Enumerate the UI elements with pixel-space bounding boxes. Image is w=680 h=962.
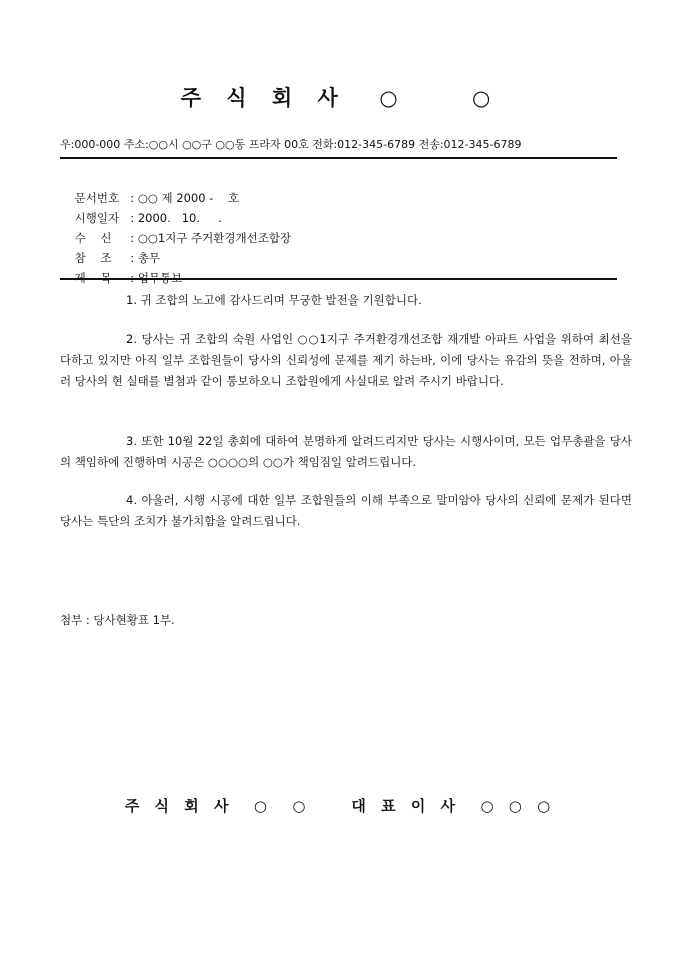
reference-value: 총무 xyxy=(137,251,161,265)
meta-divider xyxy=(60,278,617,280)
doc-number-value: ○○ 제 2000 - 호 xyxy=(137,191,240,205)
colon: : xyxy=(126,211,138,225)
paragraph-1 xyxy=(60,290,632,311)
recipient-value: ○○1지구 주거환경개선조합장 xyxy=(137,231,292,245)
colon: : xyxy=(126,271,138,285)
paragraph-2 xyxy=(60,329,632,392)
date-value: 2000. 10. . xyxy=(137,211,222,225)
paragraph-3 xyxy=(60,431,632,473)
doc-number-label: 문서번호 xyxy=(74,191,120,205)
signature-line: 주 식 회 사 ○ ○ 대 표 이 사 ○ ○ ○ xyxy=(124,797,556,815)
paragraph-2-text: 2. 당사는 귀 조합의 숙원 사업인 ○○1지구 주거환경개선조합 재개발 아파트 사업을 위하여 최선을 다하고 있지만 아직 일부 조합원들이 당사의 신뢰성에 문제를 제기 하는바, 이에 당사는 유감의 뜻을 전하며, 아울러 당사의 현 실태를 별첨과 같이 통보하오니 조합원에게 사실대로 알려 주시기 바랍니다. xyxy=(60,332,632,388)
date-label: 시행일자 xyxy=(74,211,120,225)
reference-label: 참 조 xyxy=(74,251,112,265)
colon: : xyxy=(126,191,138,205)
recipient-label: 수 신 xyxy=(74,231,112,245)
subject-value: 업무통보 xyxy=(137,271,183,285)
colon: : xyxy=(126,231,138,245)
header-divider xyxy=(60,157,617,159)
paragraph-4 xyxy=(60,490,632,532)
address-line: 우:000-000 주소:○○시 ○○구 ○○동 프라자 00호 전화:012-345-6789 전송:012-345-6789 xyxy=(60,138,522,151)
paragraph-1-text: 1. 귀 조합의 노고에 감사드리며 무궁한 발전을 기원합니다. xyxy=(126,293,422,307)
attachment-note: 첨부 : 당사현황표 1부. xyxy=(60,613,175,627)
paragraph-4-text: 4. 아울러, 시행 시공에 대한 일부 조합원들의 이해 부족으로 말미암아 당사의 신뢰에 문제가 된다면 당사는 특단의 조치가 불가치함을 알려드립니다. xyxy=(60,493,632,528)
paragraph-3-text: 3. 또한 10월 22일 총회에 대하여 분명하게 알려드리지만 당사는 시행사이며, 모든 업무총괄을 당사의 책임하에 진행하며 시공은 ○○○○의 ○○가 책임짐일 알려드립니다. xyxy=(60,434,632,469)
subject-label: 제 목 xyxy=(74,271,112,285)
company-title: 주 식 회 사 ○ ○ xyxy=(180,85,500,110)
colon: : xyxy=(126,251,138,265)
